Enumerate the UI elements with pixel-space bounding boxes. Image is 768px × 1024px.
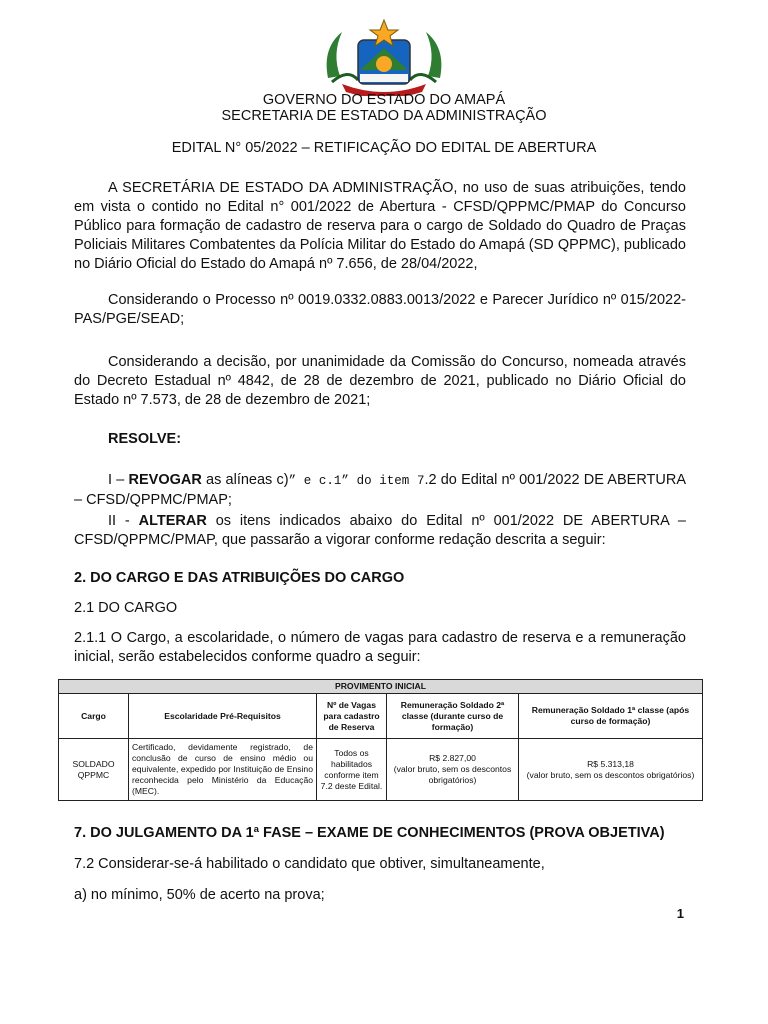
page-number: 1 xyxy=(676,906,684,921)
table-row xyxy=(59,739,703,801)
coat-of-arms-icon xyxy=(318,18,450,96)
cell-rem-1-classe xyxy=(519,739,703,801)
rem-2-note: (valor bruto, sem os descontos obrigatórios) xyxy=(393,764,512,785)
decisao-paragraph: Considerando a decisão, por unanimidade da Comissão do Concurso, nomeada através do Decreto Estadual nº 4842, de 28 de dezembro de 2021, publicado no Diário Oficial do Estado nº 7.573, de 28 de dezembro de 2021; xyxy=(74,354,686,408)
processo-paragraph: Considerando o Processo nº 0019.0332.0883.0013/2022 e Parecer Jurídico nº 015/2022-PAS/PGE/SEAD; xyxy=(74,292,686,327)
table-caption: PROVIMENTO INICIAL xyxy=(59,680,703,694)
rem-2-value: R$ 2.827,00 xyxy=(429,753,476,763)
item-a: a) no mínimo, 50% de acerto na prova; xyxy=(74,887,325,903)
rem-1-note: (valor bruto, sem os descontos obrigatórios) xyxy=(526,769,695,780)
section-2-title: 2. DO CARGO E DAS ATRIBUIÇÕES DO CARGO xyxy=(74,570,405,586)
table-header-cargo: Cargo xyxy=(59,694,129,739)
table-header-rem-2-classe: Remuneração Soldado 2ª classe (durante curso de formação) xyxy=(387,694,519,739)
header-secretariat: SECRETARIA DE ESTADO DA ADMINISTRAÇÃO xyxy=(221,108,547,124)
table-header-rem-1-classe: Remuneração Soldado 1ª classe (após curso de formação) xyxy=(519,694,703,739)
cell-cargo: SOLDADO QPPMC xyxy=(59,739,129,801)
item-7-2: 7.2 Considerar-se-á habilitado o candidato que obtiver, simultaneamente, xyxy=(74,856,545,872)
table-header-vagas: Nº de Vagas para cadastro de Reserva xyxy=(317,694,387,739)
cell-escolaridade: Certificado, devidamente registrado, de conclusão de curso de ensino médio ou equivalente, expedido por Instituição de Ensino reconhecida pelo Ministério da Educação (MEC). xyxy=(129,739,317,801)
cell-rem-2-classe xyxy=(387,739,519,801)
resolve-label: RESOLVE: xyxy=(108,431,182,447)
cell-vagas: Todos os habilitados conforme item 7.2 deste Edital. xyxy=(317,739,387,801)
provimento-table xyxy=(58,679,703,801)
rem-1-value: R$ 5.313,18 xyxy=(587,758,634,769)
resolve-item-2: II - ALTERAR os itens indicados abaixo do Edital nº 001/2022 DE ABERTURA – CFSD/QPPMC/PMAP, que passarão a vigorar conforme redação descrita a seguir: xyxy=(74,513,686,548)
intro-paragraph: A SECRETÁRIA DE ESTADO DA ADMINISTRAÇÃO, no uso de suas atribuições, tendo em vista o contido no Edital n° 001/2022 de Abertura - CFSD/QPPMC/PMAP do Concurso Público para formação de cadastro de reserva para o cargo de Soldado do Quadro de Praças Policiais Militares Combatentes da Polícia Militar do Estado do Amapá (SD QPPMC), publicado no Diário Oficial do Estado do Amapá nº 7.656, de 28/04/2022, xyxy=(74,180,686,272)
resolve-item-1: I – REVOGAR as alíneas c)” e c.1” do item 7.2 do Edital nº 001/2022 DE ABERTURA – CFSD/QPPMC/PMAP; xyxy=(74,472,687,508)
section-7-title: 7. DO JULGAMENTO DA 1ª FASE – EXAME DE CONHECIMENTOS (PROVA OBJETIVA) xyxy=(74,825,665,841)
section-2-1-1-text: 2.1.1 O Cargo, a escolaridade, o número de vagas para cadastro de reserva e a remuneração inicial, serão estabelecidos conforme quadro a seguir: xyxy=(74,630,686,665)
section-2-1-title: 2.1 DO CARGO xyxy=(74,600,178,616)
table-header-escolaridade: Escolaridade Pré-Requisitos xyxy=(129,694,317,739)
edital-title: EDITAL N° 05/2022 – RETIFICAÇÃO DO EDITAL DE ABERTURA xyxy=(171,140,597,156)
header-government: GOVERNO DO ESTADO DO AMAPÁ xyxy=(262,92,506,108)
